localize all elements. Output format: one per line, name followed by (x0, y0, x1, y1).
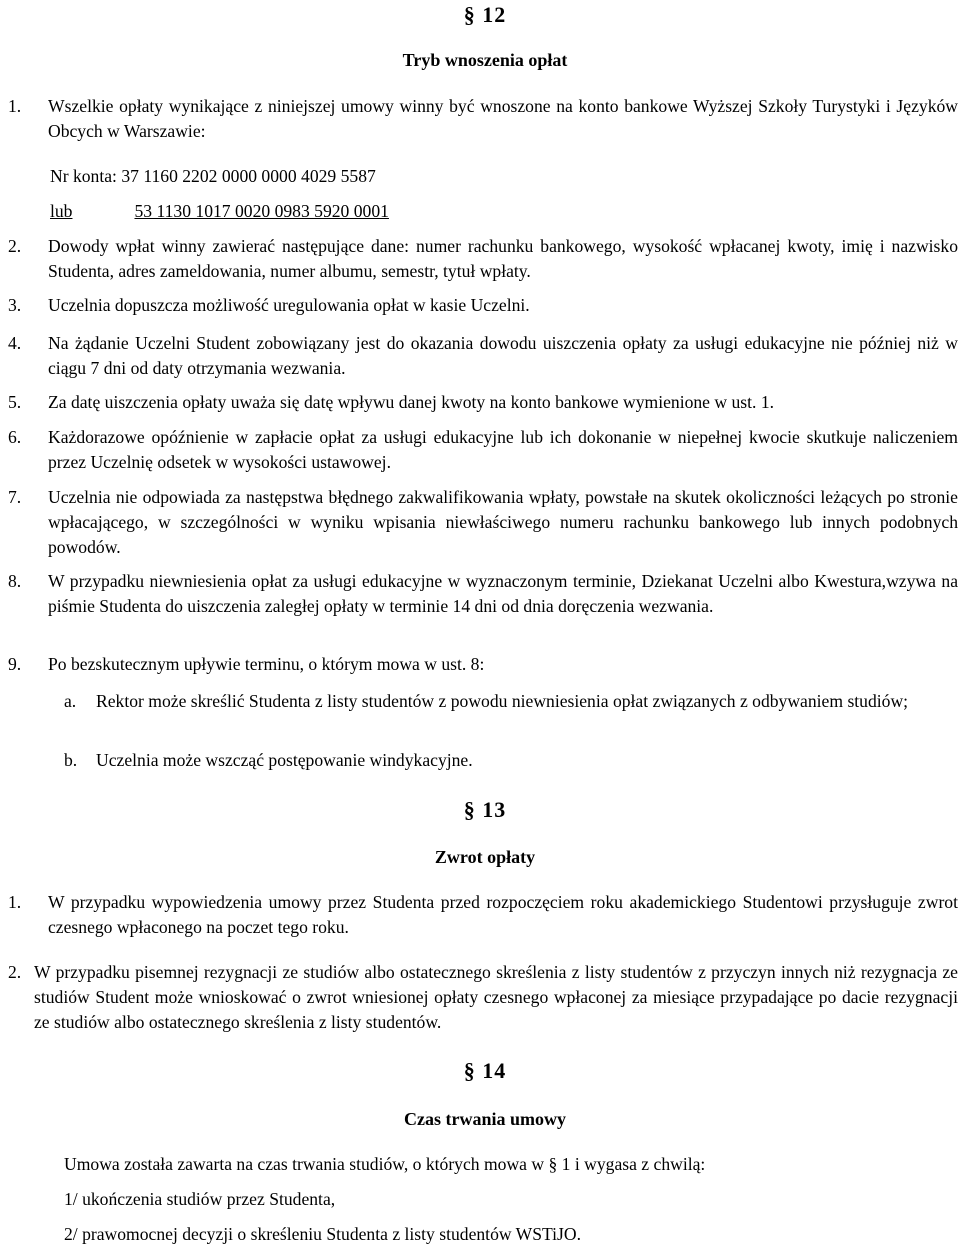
section-12-title: Tryb wnoszenia opłat (402, 50, 568, 70)
item-text: Wszelkie opłaty wynikające z niniejszej umowy winny być wnoszone na konto bankowe Wyższej Szkoły Turystyki i Języków Obcych w Warszawie: (48, 96, 958, 141)
item-text: Uczelnia dopuszcza możliwość uregulowania opłat w kasie Uczelni. (48, 295, 530, 315)
s12-item-1 (8, 94, 958, 144)
item-number: 2. (8, 962, 22, 982)
section-14-number: § 14 (463, 1058, 507, 1083)
item-text: Po bezskutecznym upływie terminu, o którym mowa w ust. 8: (48, 654, 485, 674)
item-number: 5. (8, 392, 22, 412)
item-number: 3. (8, 295, 22, 315)
s13-item-1 (8, 890, 958, 940)
s12-item-3 (8, 293, 958, 318)
s14-point-2: 2/ prawomocnej decyzji o skreśleniu Studenta z listy studentów WSTiJO. (64, 1224, 582, 1244)
subitem-text: Uczelnia może wszcząć postępowanie windykacyjne. (96, 750, 473, 770)
item-number: 4. (8, 333, 22, 353)
item-text: Dowody wpłat winny zawierać następujące dane: numer rachunku bankowego, wysokość wpłacanej kwoty, imię i nazwisko Studenta, adres zameldowania, numer albumu, semestr, tytuł wpłaty. (48, 236, 958, 281)
item-number: 1. (8, 892, 22, 912)
item-text: W przypadku wypowiedzenia umowy przez Studenta przed rozpoczęciem roku akademickiego Studentowi przysługuje zwrot czesnego wpłaconego na poczet tego roku. (48, 892, 958, 937)
s12-item-9 (8, 652, 958, 677)
section-13-number: § 13 (463, 797, 507, 822)
item-number: 7. (8, 487, 22, 507)
item-text: Na żądanie Uczelni Student zobowiązany jest do okazania dowodu uiszczenia opłaty za usługi edukacyjne nie później niż w ciągu 7 dni od daty otrzymania wezwania. (48, 333, 958, 378)
section-14-title: Czas trwania umowy (404, 1109, 566, 1129)
account-2-label: lub (50, 201, 73, 221)
bank-account-1: Nr konta: 37 1160 2202 0000 0000 4029 5587 (50, 166, 376, 186)
section-12-number: § 12 (463, 2, 507, 27)
s12-item-8 (8, 569, 958, 619)
s12-item-5 (8, 390, 958, 415)
s13-item-2 (8, 960, 958, 1035)
subitem-letter: a. (64, 691, 77, 711)
account-2-number: 53 1130 1017 0020 0983 5920 0001 (134, 201, 389, 221)
subitem-text: Rektor może skreślić Studenta z listy studentów z powodu niewniesienia opłat związanych z odbywaniem studiów; (96, 691, 909, 711)
s12-item-2 (8, 234, 958, 284)
item-text: W przypadku niewniesienia opłat za usługi edukacyjne w wyznaczonym terminie, Dziekanat Uczelni albo Kwestura,wzywa na piśmie Studenta do uiszczenia zaległej opłaty w terminie 14 dni od dnia doręczenia wezwania. (48, 571, 958, 616)
item-text: W przypadku pisemnej rezygnacji ze studiów albo ostatecznego skreślenia z listy studentów z przyczyn innych niż rezygnacja ze studiów Student może wnioskować o zwrot wniesionej opłaty czesnego wpłaconej za miesiące przypadające po dacie rezygnacji ze studiów albo ostatecznego skreślenia z listy studentów. (34, 962, 958, 1032)
item-number: 6. (8, 427, 22, 447)
s14-point-1: 1/ ukończenia studiów przez Studenta, (64, 1189, 336, 1209)
item-text: Za datę uiszczenia opłaty uważa się datę wpływu danej kwoty na konto bankowe wymienione w ust. 1. (48, 392, 775, 412)
item-number: 1. (8, 96, 22, 116)
bank-account-2 (50, 199, 389, 224)
s12-subitem-b (64, 748, 958, 773)
item-number: 8. (8, 571, 22, 591)
item-number: 2. (8, 236, 22, 256)
s12-item-6 (8, 425, 958, 475)
section-13-title: Zwrot opłaty (434, 847, 536, 867)
s12-item-4 (8, 331, 958, 381)
s12-subitem-a (64, 689, 958, 714)
item-text: Każdorazowe opóźnienie w zapłacie opłat za usługi edukacyjne lub ich dokonanie w niepełnej kwocie skutkuje naliczeniem przez Uczelnię odsetek w wysokości ustawowej. (48, 427, 958, 472)
s12-item-7 (8, 485, 958, 560)
item-text: Uczelnia nie odpowiada za następstwa błędnego zakwalifikowania wpłaty, powstałe na skutek okoliczności leżących po stronie wpłacającego, w szczególności w wyniku wpisania niewłaściwego numeru rachunku bankowego lub innych podobnych powodów. (48, 487, 958, 557)
item-number: 9. (8, 654, 22, 674)
s14-intro: Umowa została zawarta na czas trwania studiów, o których mowa w § 1 i wygasa z chwilą: (64, 1154, 706, 1174)
subitem-letter: b. (64, 750, 78, 770)
